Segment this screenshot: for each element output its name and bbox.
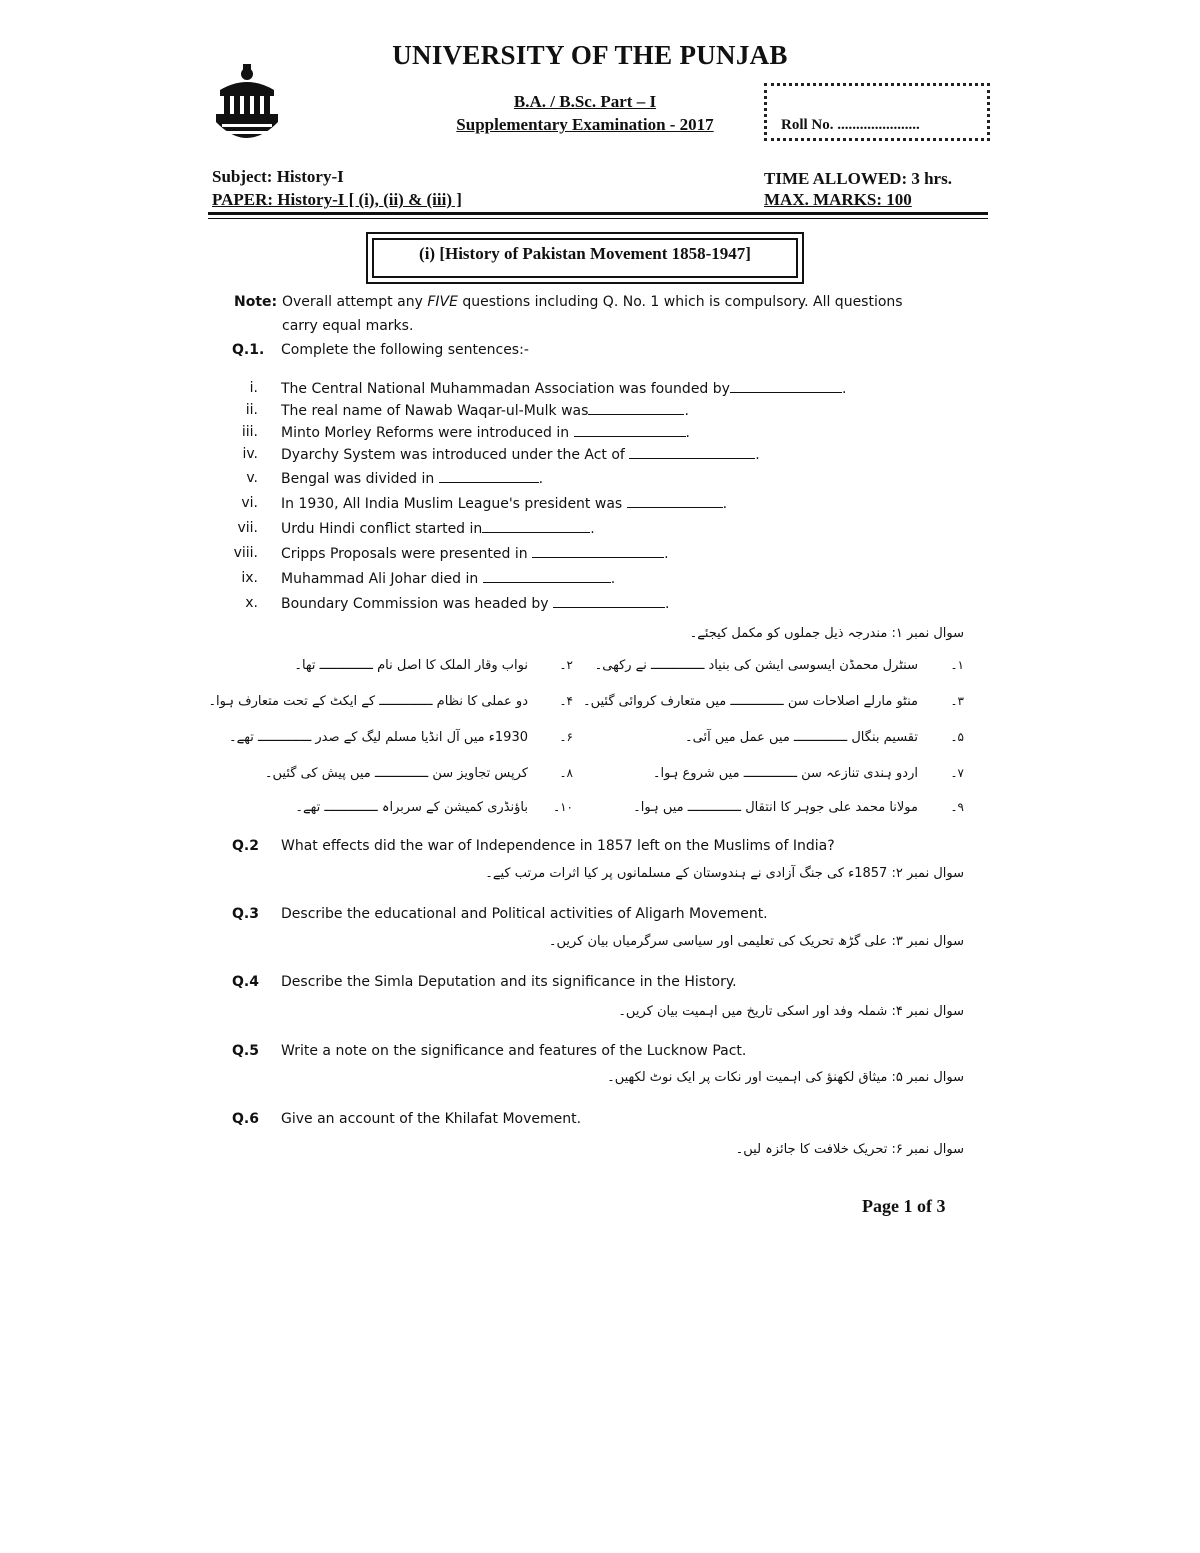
- q1-item-number: vii.: [237, 520, 258, 536]
- urdu-item: منٹو مارلے اصلاحات سن ــــــــــــــ میں متعارف کروائی گئیں۔: [582, 694, 918, 709]
- answer-blank: [588, 402, 684, 415]
- q1-item: [281, 570, 615, 587]
- question-1-instruction: Complete the following sentences:-: [281, 342, 529, 358]
- roll-number-label: Roll No. ......................: [781, 117, 920, 133]
- urdu-item-number: ۱۰۔: [553, 800, 573, 814]
- q1-item-text: Minto Morley Reforms were introduced in: [281, 425, 574, 441]
- q1-item-number: x.: [245, 595, 258, 611]
- urdu-item: 1930ء میں آل انڈیا مسلم لیگ کے صدر ــــــــــــــ تھے۔: [228, 730, 528, 745]
- q1-urdu-instruction: سوال نمبر ۱: مندرجہ ذیل جملوں کو مکمل کیجئے۔: [689, 626, 964, 641]
- section-title: (i) [History of Pakistan Movement 1858-1947]: [419, 244, 751, 263]
- q1-item: [281, 446, 760, 463]
- subject-label: Subject: History-I: [212, 167, 344, 186]
- answer-blank: [629, 446, 755, 459]
- question-6-urdu: سوال نمبر ۶: تحریک خلافت کا جائزہ لیں۔: [735, 1142, 964, 1157]
- answer-blank: [730, 380, 842, 393]
- answer-blank: [482, 520, 590, 533]
- question-6-label: Q.6: [232, 1111, 259, 1127]
- section-title-box: [366, 232, 804, 284]
- question-3-label: Q.3: [232, 906, 259, 922]
- q1-item: [281, 424, 690, 441]
- urdu-item: نواب وقار الملک کا اصل نام ــــــــــــــ تھا۔: [294, 658, 528, 673]
- urdu-item: باؤنڈری کمیشن کے سربراہ ــــــــــــــ تھے۔: [295, 800, 528, 815]
- q1-item-end: .: [685, 425, 690, 441]
- q1-item-number: v.: [246, 470, 258, 486]
- note-emphasis: FIVE: [427, 294, 458, 310]
- urdu-item: تقسیم بنگال ــــــــــــــ میں عمل میں آئی۔: [685, 730, 918, 745]
- urdu-item-number: ۲۔: [559, 658, 573, 672]
- q1-item-text: The Central National Muhammadan Association was founded by: [281, 381, 730, 397]
- q1-item: [281, 495, 727, 512]
- paper-label: PAPER: History-I [ (i), (ii) & (iii) ]: [212, 190, 462, 209]
- urdu-item: کرپس تجاویز سن ــــــــــــــ میں پیش کی گئیں۔: [264, 766, 528, 781]
- note-text-line2: carry equal marks.: [282, 318, 414, 334]
- q1-item-number: iv.: [242, 446, 258, 462]
- note-text-c: questions including Q. No. 1 which is compulsory. All questions: [457, 294, 903, 310]
- question-1-label: Q.1.: [232, 342, 265, 358]
- q1-item-text: In 1930, All India Muslim League's president was: [281, 496, 627, 512]
- question-3-text: Describe the educational and Political activities of Aligarh Movement.: [281, 906, 768, 922]
- q1-item-text: Boundary Commission was headed by: [281, 596, 554, 612]
- q1-item-end: .: [664, 546, 669, 562]
- q1-item-text: Urdu Hindi conflict started in: [281, 521, 483, 537]
- page-number: Page 1 of 3: [862, 1196, 946, 1216]
- question-2-text: What effects did the war of Independence in 1857 left on the Muslims of India?: [281, 838, 835, 854]
- answer-blank: [483, 570, 611, 583]
- urdu-item: دو عملی کا نظام ــــــــــــــ کے ایکٹ کے تحت متعارف ہوا۔: [208, 694, 528, 709]
- note-text-line1: [282, 294, 903, 310]
- urdu-item-number: ۴۔: [559, 694, 573, 708]
- urdu-item-number: ۷۔: [950, 766, 964, 780]
- q1-item-number: i.: [249, 380, 258, 396]
- q1-item-number: ix.: [241, 570, 258, 586]
- max-marks: MAX. MARKS: 100: [764, 190, 912, 209]
- question-3-urdu: سوال نمبر ۳: علی گڑھ تحریک کی تعلیمی اور سیاسی سرگرمیاں بیان کریں۔: [548, 934, 964, 949]
- urdu-item-number: ۹۔: [950, 800, 964, 814]
- urdu-item-number: ۸۔: [559, 766, 573, 780]
- q1-item-end: .: [755, 447, 760, 463]
- q1-item-number: viii.: [233, 545, 258, 561]
- q1-item-text: Dyarchy System was introduced under the Act of: [281, 447, 630, 463]
- question-2-label: Q.2: [232, 838, 259, 854]
- header-rule-thin: [208, 218, 988, 219]
- note-label: Note:: [234, 294, 278, 310]
- q1-item-number: iii.: [241, 424, 258, 440]
- note-text-a: Overall attempt any: [282, 294, 428, 310]
- q1-item: [281, 545, 669, 562]
- question-5-text: Write a note on the significance and features of the Lucknow Pact.: [281, 1043, 747, 1059]
- q1-item-text: Muhammad Ali Johar died in: [281, 571, 483, 587]
- q1-item-end: .: [665, 596, 670, 612]
- q1-item: [281, 595, 670, 612]
- answer-blank: [532, 545, 664, 558]
- question-2-urdu: سوال نمبر ۲: 1857ء کی جنگ آزادی نے ہندوستان کے مسلمانوں پر کیا اثرات مرتب کیے۔: [485, 866, 964, 881]
- question-4-text: Describe the Simla Deputation and its significance in the History.: [281, 974, 737, 990]
- q1-item-text: Cripps Proposals were presented in: [281, 546, 533, 562]
- answer-blank: [439, 470, 539, 483]
- roll-number-box: [764, 83, 990, 141]
- question-4-label: Q.4: [232, 974, 259, 990]
- q1-item: [281, 380, 846, 397]
- question-5-label: Q.5: [232, 1043, 259, 1059]
- q1-item-end: .: [538, 471, 544, 487]
- time-allowed: TIME ALLOWED: 3 hrs.: [764, 169, 952, 188]
- answer-blank: [627, 495, 723, 508]
- q1-item-text: Bengal was divided in: [281, 471, 439, 487]
- answer-blank: [574, 424, 686, 437]
- question-4-urdu: سوال نمبر ۴: شملہ وفد اور اسکی تاریخ میں اہمیت بیان کریں۔: [618, 1004, 964, 1019]
- q1-item-end: .: [841, 381, 847, 397]
- university-title: UNIVERSITY OF THE PUNJAB: [392, 40, 788, 70]
- urdu-item-number: ۵۔: [950, 730, 964, 744]
- urdu-item: اردو ہندی تنازعہ سن ــــــــــــــ میں شروع ہوا۔: [652, 766, 918, 781]
- q1-item-text: The real name of Nawab Waqar-ul-Mulk was: [281, 403, 589, 419]
- q1-item-end: .: [610, 571, 616, 587]
- q1-item: [281, 520, 595, 537]
- urdu-item-number: ۳۔: [950, 694, 964, 708]
- question-5-urdu: سوال نمبر ۵: میثاق لکھنؤ کی اہمیت اور نکات پر ایک نوٹ لکھیں۔: [607, 1070, 964, 1085]
- q1-item: [281, 402, 689, 419]
- q1-item-end: .: [722, 496, 728, 512]
- q1-item-number: ii.: [245, 402, 258, 418]
- urdu-item: سنٹرل محمڈن ایسوسی ایشن کی بنیاد ــــــــــــــ نے رکھی۔: [594, 658, 918, 673]
- exam-session: Supplementary Examination - 2017: [456, 115, 714, 134]
- urdu-item: مولانا محمد علی جوہر کا انتقال ــــــــــــــ میں ہوا۔: [633, 800, 918, 815]
- university-crest-logo: [212, 62, 282, 154]
- urdu-item-number: ۱۔: [950, 658, 964, 672]
- header-rule-thick: [208, 212, 988, 215]
- exam-part: B.A. / B.Sc. Part – I: [513, 92, 657, 111]
- question-6-text: Give an account of the Khilafat Movement.: [281, 1111, 582, 1127]
- q1-item-end: .: [590, 521, 595, 537]
- q1-item: [281, 470, 543, 487]
- answer-blank: [553, 595, 665, 608]
- q1-item-end: .: [684, 403, 689, 419]
- q1-item-number: vi.: [241, 495, 258, 511]
- urdu-item-number: ۶۔: [559, 730, 573, 744]
